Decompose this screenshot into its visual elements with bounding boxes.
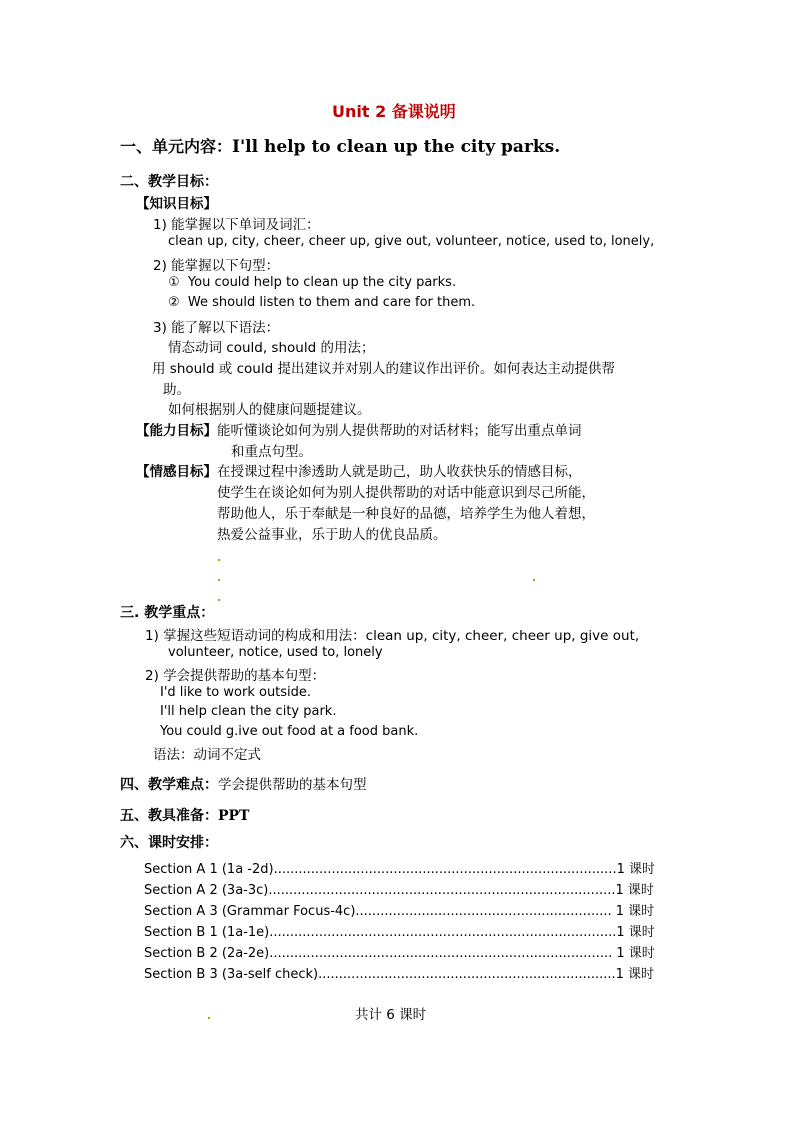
section-5-value: PPT — [218, 808, 250, 824]
sentence-pattern-2 — [168, 295, 475, 310]
schedule-row-name: Section B 1 (1a-1e) — [144, 925, 270, 940]
key-point-2: 2) 学会提供帮助的基本句型： — [145, 668, 326, 684]
grammar-health-advice: 如何根据别人的健康问题提建议。 — [168, 402, 371, 418]
schedule-row — [144, 900, 654, 919]
ability-goal-tag: 【能力目标】 — [136, 423, 217, 439]
sentence-pattern-2-text: We should listen to them and care for them. — [187, 295, 476, 310]
total-hours: 共计 6 课时 — [355, 1007, 427, 1023]
schedule-row-leader: ................................................................................... — [269, 946, 613, 961]
schedule-row-name: Section A 2 (3a-3c) — [144, 883, 269, 898]
schedule-row-time: 1 课时 — [615, 967, 655, 982]
schedule-row — [144, 921, 655, 940]
schedule-row-leader: ........................................................................ — [318, 967, 616, 982]
grammar-suggestion-line-cont: 助。 — [163, 382, 190, 398]
stray-dot — [533, 579, 535, 581]
ability-goal-line-2: 和重点句型。 — [231, 444, 312, 460]
schedule-row-name: Section A 1 (1a -2d) — [144, 862, 274, 877]
ability-goal — [136, 419, 582, 439]
section-4-label: 四、教学难点： — [120, 777, 218, 793]
schedule-row — [144, 942, 655, 961]
knowledge-item-2: 2) 能掌握以下句型： — [153, 258, 280, 274]
emotion-goal-line-2: 使学生在谈论如何为别人提供帮助的对话中能意识到尽己所能， — [217, 485, 595, 501]
schedule-row — [144, 963, 654, 982]
stray-dot — [218, 559, 220, 561]
section-1-value: I'll help to clean up the city parks. — [232, 137, 561, 157]
section-1-label: 一、单元内容： — [120, 137, 233, 156]
schedule-row-time: 1 课时 — [611, 904, 655, 919]
key-point-1-cont: volunteer, notice, used to, lonely — [168, 645, 383, 660]
schedule-row — [144, 879, 654, 898]
knowledge-vocab-list: clean up, city, cheer, cheer up, give out, volunteer, notice, used to, lonely, — [168, 234, 655, 249]
ability-goal-line-1: 能听懂谈论如何为别人提供帮助的对话材料；能写出重点单词 — [217, 423, 582, 439]
schedule-row-leader: .............................................................. — [355, 904, 612, 919]
schedule-row-time: 1 课时 — [616, 862, 655, 877]
section-6-heading: 六、课时安排： — [120, 835, 218, 851]
emotion-goal-line-3: 帮助他人，乐于奉献是一种良好的品德，培养学生为他人着想， — [217, 506, 595, 522]
knowledge-item-3: 3) 能了解以下语法： — [153, 320, 280, 336]
schedule-row-leader: ................................................................................... — [273, 862, 617, 877]
key-point-1: 1) 掌握这些短语动词的构成和用法：clean up, city, cheer, cheer up, give out, — [145, 628, 640, 644]
example-sentence-1: I'd like to work outside. — [160, 685, 312, 700]
circled-number-2: ② — [168, 295, 180, 310]
schedule-row-leader: .................................................................................... — [268, 883, 616, 898]
schedule-row-time: 1 课时 — [616, 925, 655, 940]
grammar-suggestion-line: 用 should 或 could 提出建议并对别人的建议作出评价。如何表达主动提供帮 — [152, 361, 615, 377]
section-5 — [120, 805, 249, 825]
schedule-row-name: Section B 2 (2a-2e) — [144, 946, 270, 961]
schedule-row-name: Section B 3 (3a-self check) — [144, 967, 319, 982]
page-title: Unit 2 备课说明 — [332, 102, 456, 121]
section-3-heading: 三. 教学重点： — [120, 605, 215, 621]
section-2-heading: 二、教学目标： — [120, 174, 218, 190]
sentence-pattern-1-text: You could help to clean up the city parks. — [187, 275, 457, 290]
section-5-label: 五、教具准备： — [120, 808, 218, 824]
example-sentence-2: I'll help clean the city park. — [160, 704, 337, 719]
example-sentence-3: You could g.ive out food at a food bank. — [160, 724, 419, 739]
schedule-row-name: Section A 3 (Grammar Focus-4c) — [144, 904, 356, 919]
section-4 — [120, 773, 367, 794]
schedule-row-time: 1 课时 — [615, 883, 654, 898]
grammar-modal-verbs: 情态动词 could, should 的用法； — [168, 340, 375, 356]
emotion-goal — [136, 460, 582, 480]
emotion-goal-tag: 【情感目标】 — [136, 464, 217, 480]
schedule-row-leader: .................................................................................... — [269, 925, 617, 940]
grammar-note: 语法：动词不定式 — [153, 747, 261, 763]
stray-dot — [218, 579, 220, 581]
stray-dot — [218, 599, 220, 601]
knowledge-goal-tag: 【知识目标】 — [136, 196, 217, 212]
section-1-heading — [120, 134, 560, 157]
schedule-row — [144, 858, 655, 877]
emotion-goal-line-1: 在授课过程中渗透助人就是助己，助人收获快乐的情感目标， — [217, 464, 582, 480]
section-4-value: 学会提供帮助的基本句型 — [218, 777, 367, 793]
knowledge-item-1: 1) 能掌握以下单词及词汇： — [153, 217, 320, 233]
sentence-pattern-1 — [168, 275, 456, 290]
circled-number-1: ① — [168, 275, 180, 290]
emotion-goal-line-4: 热爱公益事业，乐于助人的优良品质。 — [217, 527, 447, 543]
schedule-row-time: 1 课时 — [612, 946, 655, 961]
stray-dot — [208, 1017, 210, 1019]
